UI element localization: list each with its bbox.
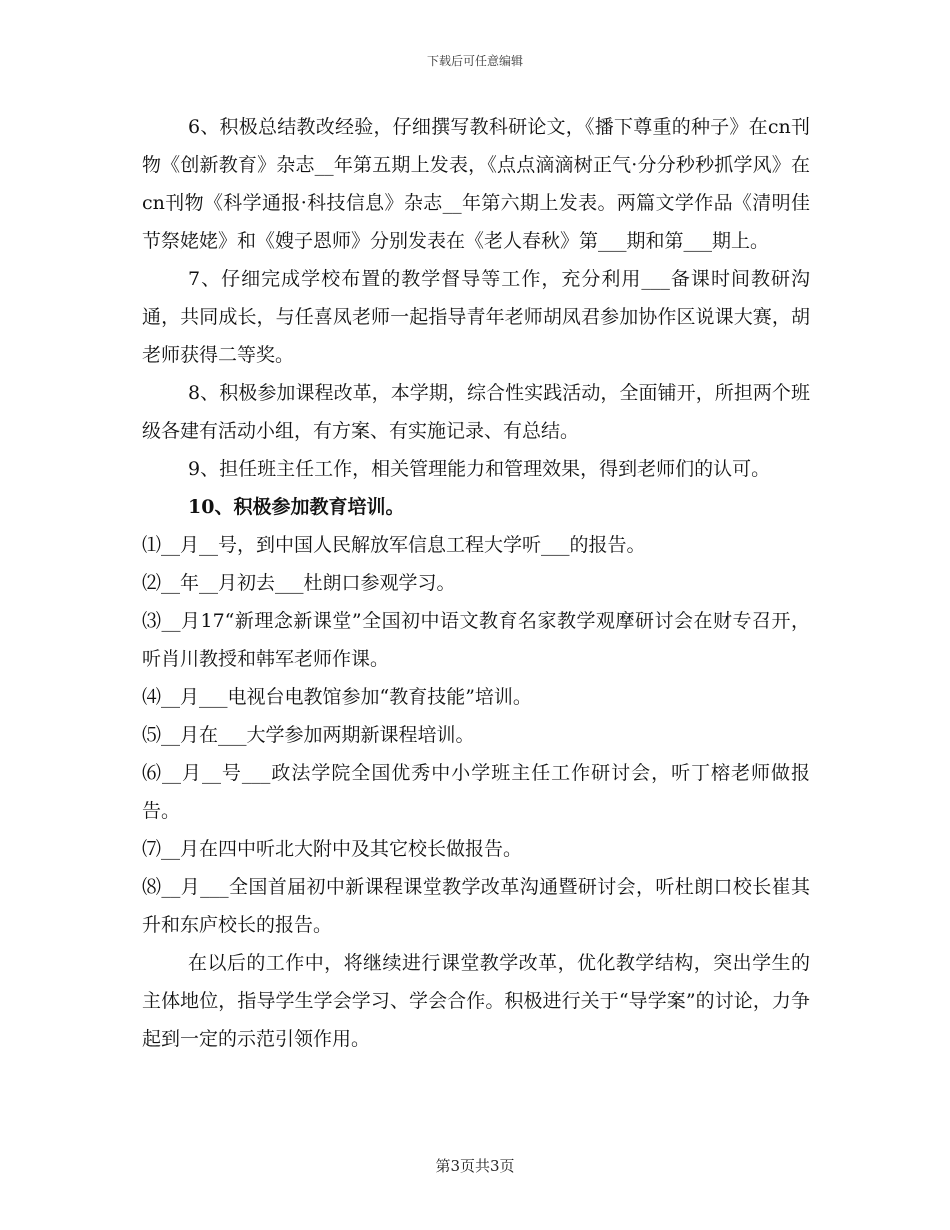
- section-heading-training: 10、积极参加教育培训。: [188, 496, 405, 518]
- page-number-footer: 第3页共3页: [435, 1157, 515, 1175]
- training-item-8: ⑻__月___全国首届初中新课程课堂教学改革沟通暨研讨会，听杜朗口校长崔其升和东庐校长的报告。: [142, 876, 810, 936]
- page-header: 下载后可任意编辑: [426, 54, 523, 68]
- paragraph-7: 7、仔细完成学校布置的教学督导等工作，充分利用___备课时间教研沟通，共同成长，与任喜凤老师一起指导青年老师胡凤君参加协作区说课大赛，胡老师获得二等奖。: [142, 268, 810, 366]
- closing-paragraph: 在以后的工作中，将继续进行课堂教学改革，优化教学结构，突出学生的主体地位，指导学生学会学习、学会合作。积极进行关于“导学案”的讨论，力争起到一定的示范引领作用。: [142, 952, 810, 1050]
- paragraph-6: 6、积极总结教改经验，仔细撰写教科研论文，《播下尊重的种子》在cn刊物《创新教育》杂志__年第五期上发表，《点点滴滴树正气·分分秒秒抓学风》在cn刊物《科学通报·科技信息》杂志__年第六期上发表。两篇文学作品《清明佳节祭姥姥》和《嫂子恩师》分别发表在《老人春秋》第___期和第___期上。: [142, 116, 810, 252]
- training-item-4: ⑷__月___电视台电教馆参加“教育技能”培训。: [142, 686, 532, 708]
- paragraph-8: 8、积极参加课程改革，本学期，综合性实践活动，全面铺开，所担两个班级各建有活动小组，有方案、有实施记录、有总结。: [142, 382, 810, 442]
- training-item-7: ⑺__月在四中听北大附中及其它校长做报告。: [142, 838, 523, 860]
- document-body: [142, 108, 810, 1058]
- training-item-6: ⑹__月__号___政法学院全国优秀中小学班主任工作研讨会，听丁榕老师做报告。: [142, 762, 810, 822]
- training-item-5: ⑸__月在___大学参加两期新课程培训。: [142, 724, 475, 746]
- training-item-2: ⑵__年__月初去___杜朗口参观学习。: [142, 572, 456, 594]
- training-item-3: ⑶__月17“新理念新课堂”全国初中语文教育名家教学观摩研讨会在财专召开，听肖川教授和韩军老师作课。: [142, 610, 810, 670]
- training-item-1: ⑴__月__号，到中国人民解放军信息工程大学听___的报告。: [142, 534, 646, 556]
- paragraph-9: 9、担任班主任工作，相关管理能力和管理效果，得到老师们的认可。: [188, 458, 771, 480]
